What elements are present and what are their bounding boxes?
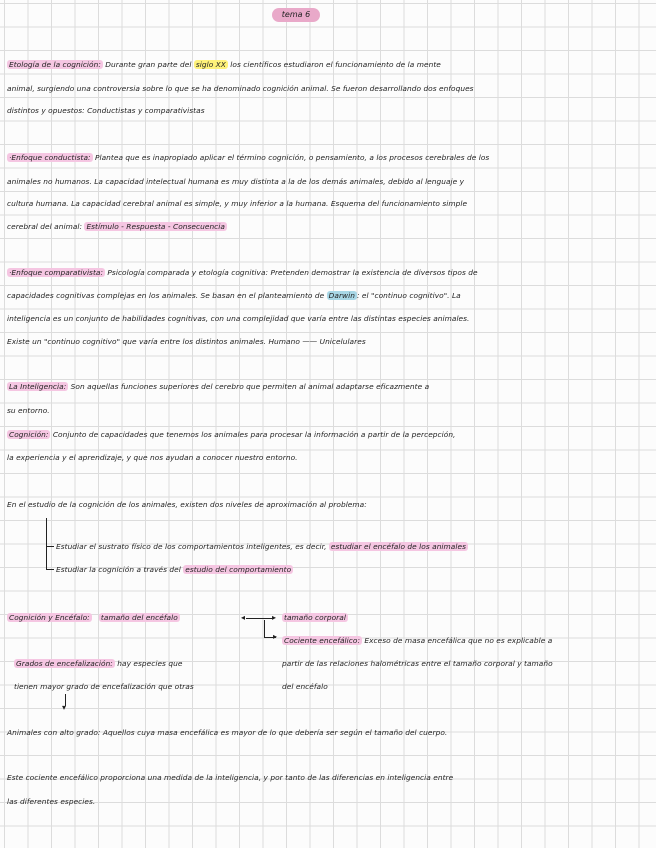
comparativista-line-2 <box>7 291 647 301</box>
coef-line-2: partir de las relaciones halométricas entre el tamaño corporal y tamaño <box>282 659 553 668</box>
grado-text-1: hay especies que <box>114 659 183 668</box>
cociente-line-2: las diferentes especies. <box>7 797 96 806</box>
page-title: tema 6 <box>272 8 320 22</box>
arrow-right-head: ▸ <box>272 613 277 622</box>
niveles-intro: En el estudio de la cognición de los animales, existen dos niveles de aproximación al problema: <box>7 500 367 509</box>
intro-line-3: distintos y opuestos: Conductistas y comparativistas <box>7 106 205 115</box>
grado-line-2: tienen mayor grado de encefalización que otras <box>14 682 194 691</box>
cognicion-heading: Cognición: <box>9 430 49 439</box>
conductista-line-2: animales no humanos. La capacidad intelectual humana es muy distinta a la de los demás animales, debido al lenguaje y <box>7 177 465 186</box>
intro-line-1 <box>7 60 647 70</box>
cognicion-line-1 <box>7 430 647 440</box>
intro-text-1a: Durante gran parte del <box>102 60 194 69</box>
conductista-heading: ·Enfoque conductista: <box>9 153 91 162</box>
grado-line-1 <box>14 659 274 669</box>
comparativista-line-1 <box>7 268 647 278</box>
tamano-corporal: tamaño corporal <box>284 613 346 622</box>
coef-line-1 <box>282 636 646 646</box>
comparativista-line-4: Existe un "continuo cognitivo" que varía entre los distintos animales. Humano —— Unicelulares <box>7 337 366 346</box>
bracket-tick-2 <box>46 569 54 570</box>
conductista-line-3: cultura humana. La capacidad cerebral animal es simple, y muy inferior a la humana. Esquema del funcionamiento simple <box>7 199 468 208</box>
coef-heading: Cociente encefálico: <box>284 636 360 645</box>
inteligencia-heading: La Inteligencia: <box>9 382 67 391</box>
alto-grado-line: Animales con alto grado: Aquellos cuya masa encefálica es mayor de lo que debería ser según el tamaño del cuerpo. <box>7 728 448 737</box>
conductista-line-4 <box>7 222 647 232</box>
bracket-tick-1 <box>46 546 54 547</box>
niveles-item-1-highlight: estudiar el encéfalo de los animales <box>330 542 466 551</box>
conductista-text-4: cerebral del animal: <box>7 222 85 231</box>
cognicion-line-2: la experiencia y el aprendizaje, y que nos ayudan a conocer nuestro entorno. <box>7 453 298 462</box>
coef-line-3: del encéfalo <box>282 682 328 691</box>
comparativista-line-3: inteligencia es un conjunto de habilidades cognitivas, con una complejidad que varía entre las distintas especies animales. <box>7 314 470 323</box>
intro-highlight: siglo XX <box>195 60 226 69</box>
intro-line-2: animal, surgiendo una controversia sobre lo que se ha denominado cognición animal. Se fueron desarrollando dos enfoques <box>7 84 474 93</box>
inteligencia-text-1: Son aquellas funciones superiores del cerebro que permiten al animal adaptarse eficazmente a <box>68 382 430 391</box>
niveles-item-2 <box>56 565 646 575</box>
arrow-left-head: ◂ <box>241 613 246 622</box>
encefalo-line-1 <box>7 613 247 623</box>
inteligencia-line-1 <box>7 382 647 392</box>
conductista-line-1 <box>7 153 647 163</box>
darwin-highlight: Darwin <box>328 291 355 300</box>
encefalo-arrow-1 <box>282 613 432 623</box>
comparativista-text-2a: capacidades cognitivas complejas en los animales. Se basan en el planteamiento de <box>7 291 327 300</box>
encefalo-heading: Cognición y Encéfalo: <box>9 613 90 622</box>
arrow-line-1 <box>246 618 274 619</box>
comparativista-heading: ·Enfoque comparativista: <box>9 268 104 277</box>
niveles-item-1-text: Estudiar el sustrato físico de los comportamientos inteligentes, es decir, <box>56 542 329 551</box>
comparativista-text-1: Psicología comparada y etología cognitiva: Pretenden demostrar la existencia de diversos tipos de <box>105 268 478 277</box>
intro-text-1b: los científicos estudiaron el funcionamiento de la mente <box>227 60 441 69</box>
niveles-item-2-highlight: estudio del comportamiento <box>185 565 292 574</box>
arrow-down-head: ▾ <box>62 703 67 712</box>
arrow-branch <box>264 620 265 638</box>
conductista-text-1: Plantea que es inapropiado aplicar el término cognición, o pensamiento, a los procesos cerebrales de los <box>92 153 490 162</box>
encefalo-size: tamaño del encéfalo <box>100 613 178 622</box>
inteligencia-line-2: su entorno. <box>7 406 50 415</box>
cognicion-text-1: Conjunto de capacidades que tenemos los animales para procesar la información a partir de la percepción, <box>50 430 456 439</box>
cociente-line-1: Este cociente encefálico proporciona una medida de la inteligencia, y por tanto de las diferencias en inteligencia entre <box>7 773 454 782</box>
grado-heading: Grados de encefalización: <box>16 659 113 668</box>
arrow-branch-head: ▸ <box>273 632 278 641</box>
bracket-line <box>46 518 47 570</box>
intro-heading: Etología de la cognición: <box>9 60 101 69</box>
comparativista-text-2b: : el "continuo cognitivo". La <box>356 291 461 300</box>
conductista-schema: Estímulo - Respuesta - Consecuencia <box>86 222 225 231</box>
niveles-item-2-text: Estudiar la cognición a través del <box>56 565 184 574</box>
niveles-item-1 <box>56 542 646 552</box>
coef-text-1: Exceso de masa encefálica que no es explicable a <box>361 636 553 645</box>
